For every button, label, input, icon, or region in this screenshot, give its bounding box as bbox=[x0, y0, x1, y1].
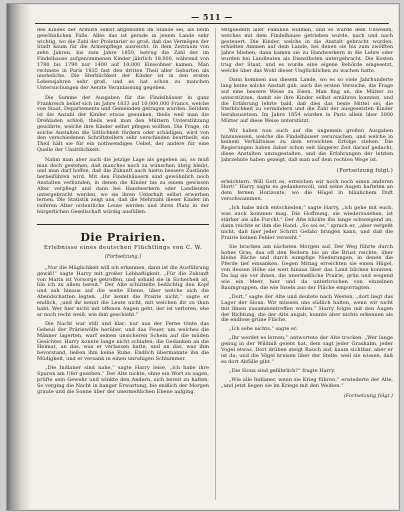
continuation-note: (Fortsetzung folgt.) bbox=[343, 392, 393, 399]
magazine-page bbox=[6, 3, 400, 511]
story-paragraph-8: „Wie alle Indianer, wenn sie Krieg führen,“ erwiederte der Alte, „und jetzt liegen sie im Kriege mit den Weißen.“ bbox=[221, 376, 393, 389]
article-paragraph-3: „Die Indianer sind nahe,“ sagte Harry leise, „ich habe ihre Spuren am Ufer gesehen.“ Der Alte nickte, ohne ein Wort zu sagen, prüfte sein Gewehr und winkte den Andern, sich bereit zu halten. So verging die Nacht in banger Erwartung, bis endlich der Morgen graute und die Sonne über der unermeßlichen Ebene aufging. bbox=[37, 365, 209, 395]
right-paragraph-1: Mitgliedern aller Familien widmen, und so wurde dem Unwesen, welches mit dem Findelhause getrieben wurde, nach und nach gesteuert. Die Kinder, welche in die Anstalt gebracht wurden, erhielten Ammen auf dem Lande, bei denen sie bis zum zwölften Jahre blieben; dann kamen sie zu Handwerkern in die Lehre oder wurden bei Landleuten als Dienstboten untergebracht. Die Kosten trug der Staat, und es wurde eine eigene Behörde eingesetzt, welche über das Wohl dieser Unglücklichen zu wachen hatte. bbox=[221, 28, 393, 74]
story-paragraph-6: „Ihr werdet es lernen,“ antwortete der Alte trocken. „Wer lange genug in der Wildniß gelebt hat, dem sagt jeder Grashalm, jeder Vogel etwas. Dort drüben steigt Rauch auf, kaum sichtbar, aber er ist da; und die Vögel kreisen über der Stelle, weil sie wissen, daß es dort Abfälle gibt.“ bbox=[221, 335, 393, 365]
left-column bbox=[37, 28, 209, 500]
page-header bbox=[35, 10, 389, 24]
story-paragraph-3: Sie brachen am nächsten Morgen auf. Der Weg führte durch hohes Gras, das oft den Reitern bis an die Brust reichte, über kleine Bäche und durch sumpfige Niederungen, in denen die Pferde tief einsanken. Gegen Mittag erreichten sie einen Hügel, von dessen Höhe sie weit hinaus über das Land blicken konnten. Da lag sie vor ihnen, die unermeßliche Prairie, grün und wogend wie ein Meer, hier und da unterbrochen von einzelnen Baumgruppen, die wie Inseln aus der Fläche emporragten. bbox=[221, 243, 393, 291]
column-divider bbox=[215, 28, 216, 500]
story-paragraph-2: „Ich habe mich entschieden,“ sagte Harry, „ich gehe mit euch, was auch kommen mag. Die Hoffnung, sie wiederzusehen, ist stärker als alle Furcht.“ Der Alte blickte ihn lange schweigend an, dann reichte er ihm die Hand. „So sei es,“ sprach er, „aber vergeßt nicht, daß hier jeder Schritt Gefahr bringen kann, und daß die Prairie keinen Fehler verzeiht.“ bbox=[221, 205, 393, 241]
story-paragraph-7: „Die Sioux sind gefährlich?“ fragte Harry. bbox=[229, 367, 336, 374]
text-columns bbox=[37, 28, 393, 500]
story-paragraph-5: „Ich sehe nichts,“ sagte er. bbox=[229, 326, 298, 333]
page-number: — 511 — bbox=[191, 12, 233, 22]
right-paragraph-3: Wir haben nun auch auf die ungemein großen Ausgaben hinzuweisen, welche die Findelhäuser verursachen, und welche in keinem Verhältnisse zu dem erreichten Erfolge stehen. Die Regierungen haben daher schon seit längerer Zeit darauf gedacht, diese Anstalten umzugestalten, und die Erfahrungen der letzten Jahrzehnte haben gezeigt, daß man auf dem rechten Wege ist. bbox=[221, 127, 393, 163]
story-paragraph-1: erleichtern. Will Gott es, erreichen wir noch noch einen anderen Hort!“ Harry sagte es gedankenvoll, und seine Augen hafteten an dem fernen Horizonte, wo die Hügel in bläulichem Duft verschwammen. bbox=[221, 178, 393, 203]
article-byline: (Fortsetzung.) bbox=[104, 253, 142, 260]
left-paragraph-2: Die Summe der Ausgaben für die Findelhäuser in ganz Frankreich belief sich im Jahre 1833 auf 10,000,000 Francs, welche von Staat, Departements und Gemeinden getragen wurden. Seitdem ist die Anzahl der Kinder etwas gesunken, theils weil man die Drehladen schloß, theils weil man den Müttern Unterstützung gewährte, welche ihre Kinder selbst pflegen wollten. Die Frage, ob solche Anstalten die Sittlichkeit fördern oder schädigen, wird von den verschiedenen Schriftstellern sehr verschieden beurtheilt; ein Theil hält sie für ein nothwendiges Uebel, der andere für eine Quelle der Unsittlichkeit. bbox=[37, 94, 209, 153]
header-rule bbox=[35, 23, 389, 24]
article-title: Die Prairien. bbox=[80, 230, 166, 244]
right-footnote: (Fortsetzung folgt.) bbox=[336, 167, 393, 174]
left-paragraph-1: des Kindes der Armuth selbst abgeholfen im Stande sei, als beim gewöhnlichen Falle. Alles das ist gerade in jenem Lande sehr wichtig, wo die Zahl der Proletarier so groß, daß das Vermögen der Stadt kaum für die Armenpflege ausreicht. In dem Zeitraum von zehn Jahren, bis zum Jahre 1850, betrug die Zahl der im Findelhause aufgenommenen Kinder jährlich 18,000, während von 1780 bis 1790 nur 1400 auf 10,000 Einwohner kamen. Man rechnete in Paris 1835 fast den dritten Theil aller Geburten als uneheliche. Die Sterblichkeit der Kinder ist in den ersten Lebensjahren sehr groß, und es hat schon zu manchen Untersuchungen der Aerzte Veranlassung gegeben. bbox=[37, 28, 209, 91]
section-separator bbox=[37, 224, 209, 225]
article-subtitle: Erlebnisse eines deutschen Flüchtlings von C. W. bbox=[43, 244, 203, 251]
article-paragraph-2: Die Nacht war still und klar; nur aus der Ferne tönte das Geheul der Präriewölfe herüber, und das Feuer, um welches die Männer lagerten, warf seinen unsicheren Schein auf die müden Gesichter. Harry konnte lange nicht schlafen; die Gedanken an die Heimat, an das, was er verlassen hatte, und an das, was ihm bevorstand, ließen ihm keine Ruhe. Endlich übermannte ihn die Müdigkeit, und er versank in einen unruhigen Schlummer. bbox=[37, 320, 209, 363]
left-paragraph-3: Nahm man aber auch die jetzige Lage als gegeben an, so muß man doch gestehen, daß manches noch zu wünschen übrig bleibt, und man darf hoffen, daß die Zukunft auch hierin bessere Zustände herbeiführen wird. Mit den Findelhäusern sind gewöhnlich noch Anstalten verbunden, in denen die Kinder bis zu einem gewissen Alter verpflegt und dann bei Handwerkern oder Landleuten untergebracht werden, wo sie ihren Unterhalt selbst erwerben lernen. Die Statistik zeigt uns, daß die Mehrzahl dieser Kinder im reiferen Alter ordentliche Leute werden und ihren Platz in der bürgerlichen Gesellschaft würdig ausfüllen. bbox=[37, 156, 209, 215]
article-paragraph-1: „Nur die Mäglichkeit will ich erkennen, dann ist die Ausführung gewiß!“ sagte Harry mit großer Lebhaftigkeit. „Für die Zukunft von Maria ist Vorsorge getroffen, und sobald sie in Sicherheit ist, bin ich zu allem bereit.“ Der Alte schüttelte bedächtig den Kopf und sah hinaus auf die weite Ebene, über welche sich die Abendschatten legten. „Ihr kennt die Prairie nicht,“ sagte er endlich, „und ihr kennt die Leute nicht, mit welchen ihr zu thun habt. Wer hier nicht mit offenen Augen geht, der ist verloren, ehe er noch recht weiß, wie ihm geschieht.“ bbox=[37, 264, 209, 318]
right-column bbox=[221, 28, 393, 500]
story-paragraph-4: „Dort,“ sagte der Alte und deutete nach Westen, „dort liegt das Lager der Sioux. Wir müssen uns südlich halten, wenn wir nicht mit ihnen zusammentreffen wollen.“ Harry folgte mit den Augen der Richtung, die der Alte angab, konnte aber nichts erkennen als die endlose grüne Fläche. bbox=[221, 293, 393, 324]
page-binding-shadow bbox=[7, 4, 31, 510]
right-paragraph-2: Dann kommen aus diesem Lande, wo es so viele Jahrhunderte lang keine solche Anstalt gab, auch die ersten Versuche, die Frage auf eine bessere Weise zu lösen. Man fing an, die Mütter zu unterstützen, damit sie ihre Kinder selbst ernähren konnten, und die Erfahrung lehrte bald, daß dies das beste Mittel sei, die Sterblichkeit zu vermindern und die Zahl der ausgesetzten Kinder herabzusetzen. Im Jahre 1854 wurden in Paris allein über 3000 Mütter auf diese Weise unterstützt. bbox=[221, 77, 393, 124]
